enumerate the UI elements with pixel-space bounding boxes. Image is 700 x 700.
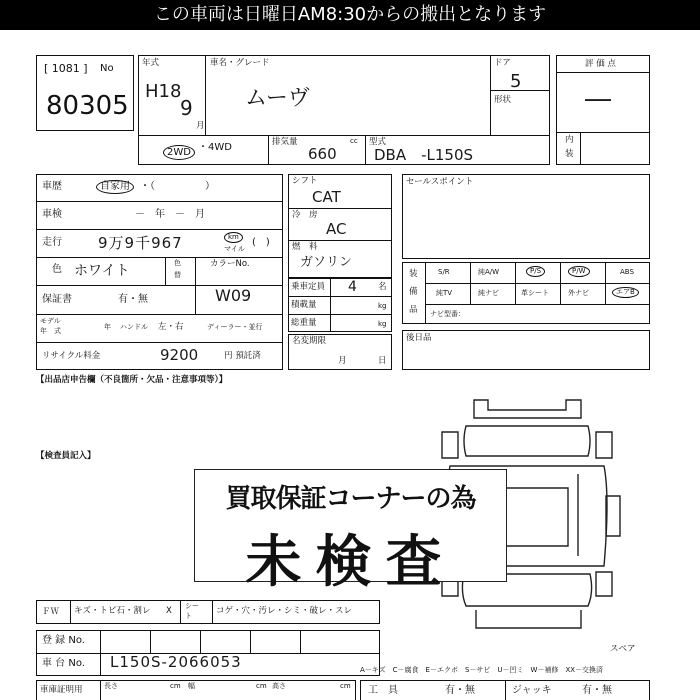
height-label: 高さ (272, 682, 286, 690)
chassis-value: L150S-2066053 (110, 653, 242, 671)
shaken-value: － 年 － 月 (135, 209, 205, 220)
stamp-line-2: 未検査 (245, 530, 456, 595)
recycle-unit: 円 預託済 (224, 351, 261, 361)
mileage-unit-km: km (224, 232, 243, 243)
model-year-unit: 年 (104, 323, 111, 331)
recycle-label: リサイクル料金 (42, 351, 101, 361)
color-label: 色 (52, 264, 62, 275)
mileage-value: 9万9千967 (98, 234, 183, 252)
stamp-line-1: 買取保証コーナーの為 (225, 484, 476, 514)
capacity-unit: 名 (378, 282, 387, 292)
garage-cert-box (36, 680, 356, 700)
equip-label-2: 備 (409, 287, 418, 297)
name-change-label: 名変期限 (292, 336, 327, 346)
shape-label: 形状 (494, 95, 512, 105)
post-date-label: 後日品 (406, 333, 432, 343)
not-inspected-stamp (194, 469, 507, 595)
equip-power-window: P/W (568, 266, 590, 277)
weight-label: 総重量 (291, 318, 317, 328)
sales-point-label: セールスポイント (406, 177, 474, 187)
month-unit: 月 (196, 121, 205, 131)
jack-value: 有・無 (582, 685, 612, 696)
length-unit: cm (170, 682, 181, 690)
damage-legend: A－キズ C－腐食 E－エクボ S－サビ U－凹ミ W－補修 XX－交換済 (360, 666, 604, 674)
color-value: ホワイト (74, 263, 130, 279)
no-label: No (100, 63, 114, 74)
equip-leather-seat: 革シート (521, 289, 549, 297)
history-paren: ・（ ） (140, 181, 215, 192)
width-label: 幅 (188, 682, 195, 690)
month-value: 9 (180, 96, 193, 120)
model-value: DBA -L150S (374, 146, 474, 164)
equip-navi: 純ナビ (478, 289, 499, 297)
door-label: ドア (494, 58, 511, 68)
displacement-label: 排気量 (272, 137, 298, 147)
capacity-value: 4 (348, 279, 357, 295)
equip-alloy-wheel: 純A/W (478, 268, 500, 276)
colorno-value: W09 (215, 286, 252, 305)
cert-label: 車庫証明用 (40, 685, 83, 695)
shift-value: CAT (312, 188, 341, 206)
name-change-day: 日 (378, 356, 387, 366)
height-unit: cm (340, 682, 351, 690)
score-value: ― (585, 84, 611, 114)
warranty-value: 有・無 (118, 294, 148, 305)
drive-2wd: 2WD (163, 145, 195, 160)
model-year-label-2: 年 式 (40, 327, 61, 335)
model-label: 型式 (369, 137, 387, 147)
equip-ext-navi: 外ナビ (568, 289, 589, 297)
equip-label-3: 品 (409, 305, 418, 315)
ac-label: 冷 房 (292, 210, 318, 220)
mileage-label: 走行 (42, 237, 62, 248)
tools-value: 有・無 (445, 685, 475, 696)
equip-sr: S/R (438, 268, 450, 276)
registration-label: 登 録 No. (42, 635, 85, 646)
equip-tv: 純TV (436, 289, 453, 297)
carname-value: ムーヴ (245, 86, 310, 111)
chassis-label: 車 台 No. (42, 658, 85, 669)
color-change-2: 替 (174, 271, 181, 279)
equip-airbag: エアB (612, 287, 639, 298)
year-label: 年式 (142, 58, 160, 68)
seat-label-1: シー (185, 602, 199, 610)
carname-label: 車名・グレード (210, 58, 270, 68)
colorno-label: カラーNo. (210, 259, 250, 269)
fuel-value: ガソリン (300, 255, 353, 270)
fw-text: キズ・トビ石・割レ (74, 606, 151, 616)
spare-label: スペア (610, 644, 636, 654)
shift-label: シフト (292, 176, 318, 186)
handle-label: ハンドル (120, 323, 148, 331)
drive-2wd-circle (163, 140, 195, 159)
tools-label: 工 具 (368, 685, 398, 696)
displacement-value: 660 (308, 145, 337, 163)
equip-label-1: 装 (409, 269, 418, 279)
color-change-1: 色 (174, 259, 181, 267)
interior-label-1: 内 (565, 135, 574, 145)
mileage-unit-mile: マイル (224, 245, 245, 253)
notice-banner: この車両は日曜日AM8:30からの搬出となります (0, 0, 700, 30)
fw-x: X (166, 606, 172, 616)
cc-unit: cc (350, 137, 358, 145)
lot-number: 80305 (46, 91, 129, 121)
fw-label: ＦＷ (42, 607, 60, 617)
door-value: 5 (510, 71, 522, 92)
post-date-box (402, 330, 650, 370)
warranty-label: 保証書 (42, 294, 72, 305)
drive-4wd: ・4WD (198, 142, 232, 153)
length-label: 長さ (104, 682, 118, 690)
navi-model-label: ナビ型番： (430, 310, 465, 318)
year-value: H18 (145, 81, 182, 102)
equip-power-steering: P/S (526, 266, 545, 277)
seat-label-2: ト (185, 612, 192, 620)
handle-value: 左・右 (158, 322, 184, 332)
load-unit: kg (378, 302, 387, 310)
history-value: 自家用 (96, 180, 134, 194)
lot-code: [ 1081 ] (44, 62, 88, 75)
equip-abs: ABS (620, 268, 634, 276)
recycle-value: 9200 (160, 346, 199, 364)
name-change-month: 月 (338, 356, 347, 366)
load-label: 積載量 (291, 300, 317, 310)
jack-label: ジャッキ (512, 685, 552, 696)
score-label: 評 価 点 (585, 59, 616, 69)
weight-unit: kg (378, 320, 387, 328)
inspector-note-label: 【検査員記入】 (36, 451, 96, 461)
history-label: 車歴 (42, 181, 62, 192)
ac-value: AC (326, 220, 347, 238)
model-year-label-1: モデル (40, 317, 61, 325)
dealer-label: ディーラー・並行 (207, 323, 263, 331)
width-unit: cm (256, 682, 267, 690)
exhibitor-note-label: 【出品店申告欄（不良箇所・欠品・注意事項等）】 (36, 375, 228, 385)
capacity-label: 乗車定員 (291, 282, 326, 292)
seat-text: コゲ・穴・汚レ・シミ・破レ・スレ (216, 606, 353, 616)
fuel-label: 燃 料 (292, 242, 318, 252)
interior-label-2: 装 (565, 149, 574, 159)
shaken-label: 車検 (42, 209, 62, 220)
